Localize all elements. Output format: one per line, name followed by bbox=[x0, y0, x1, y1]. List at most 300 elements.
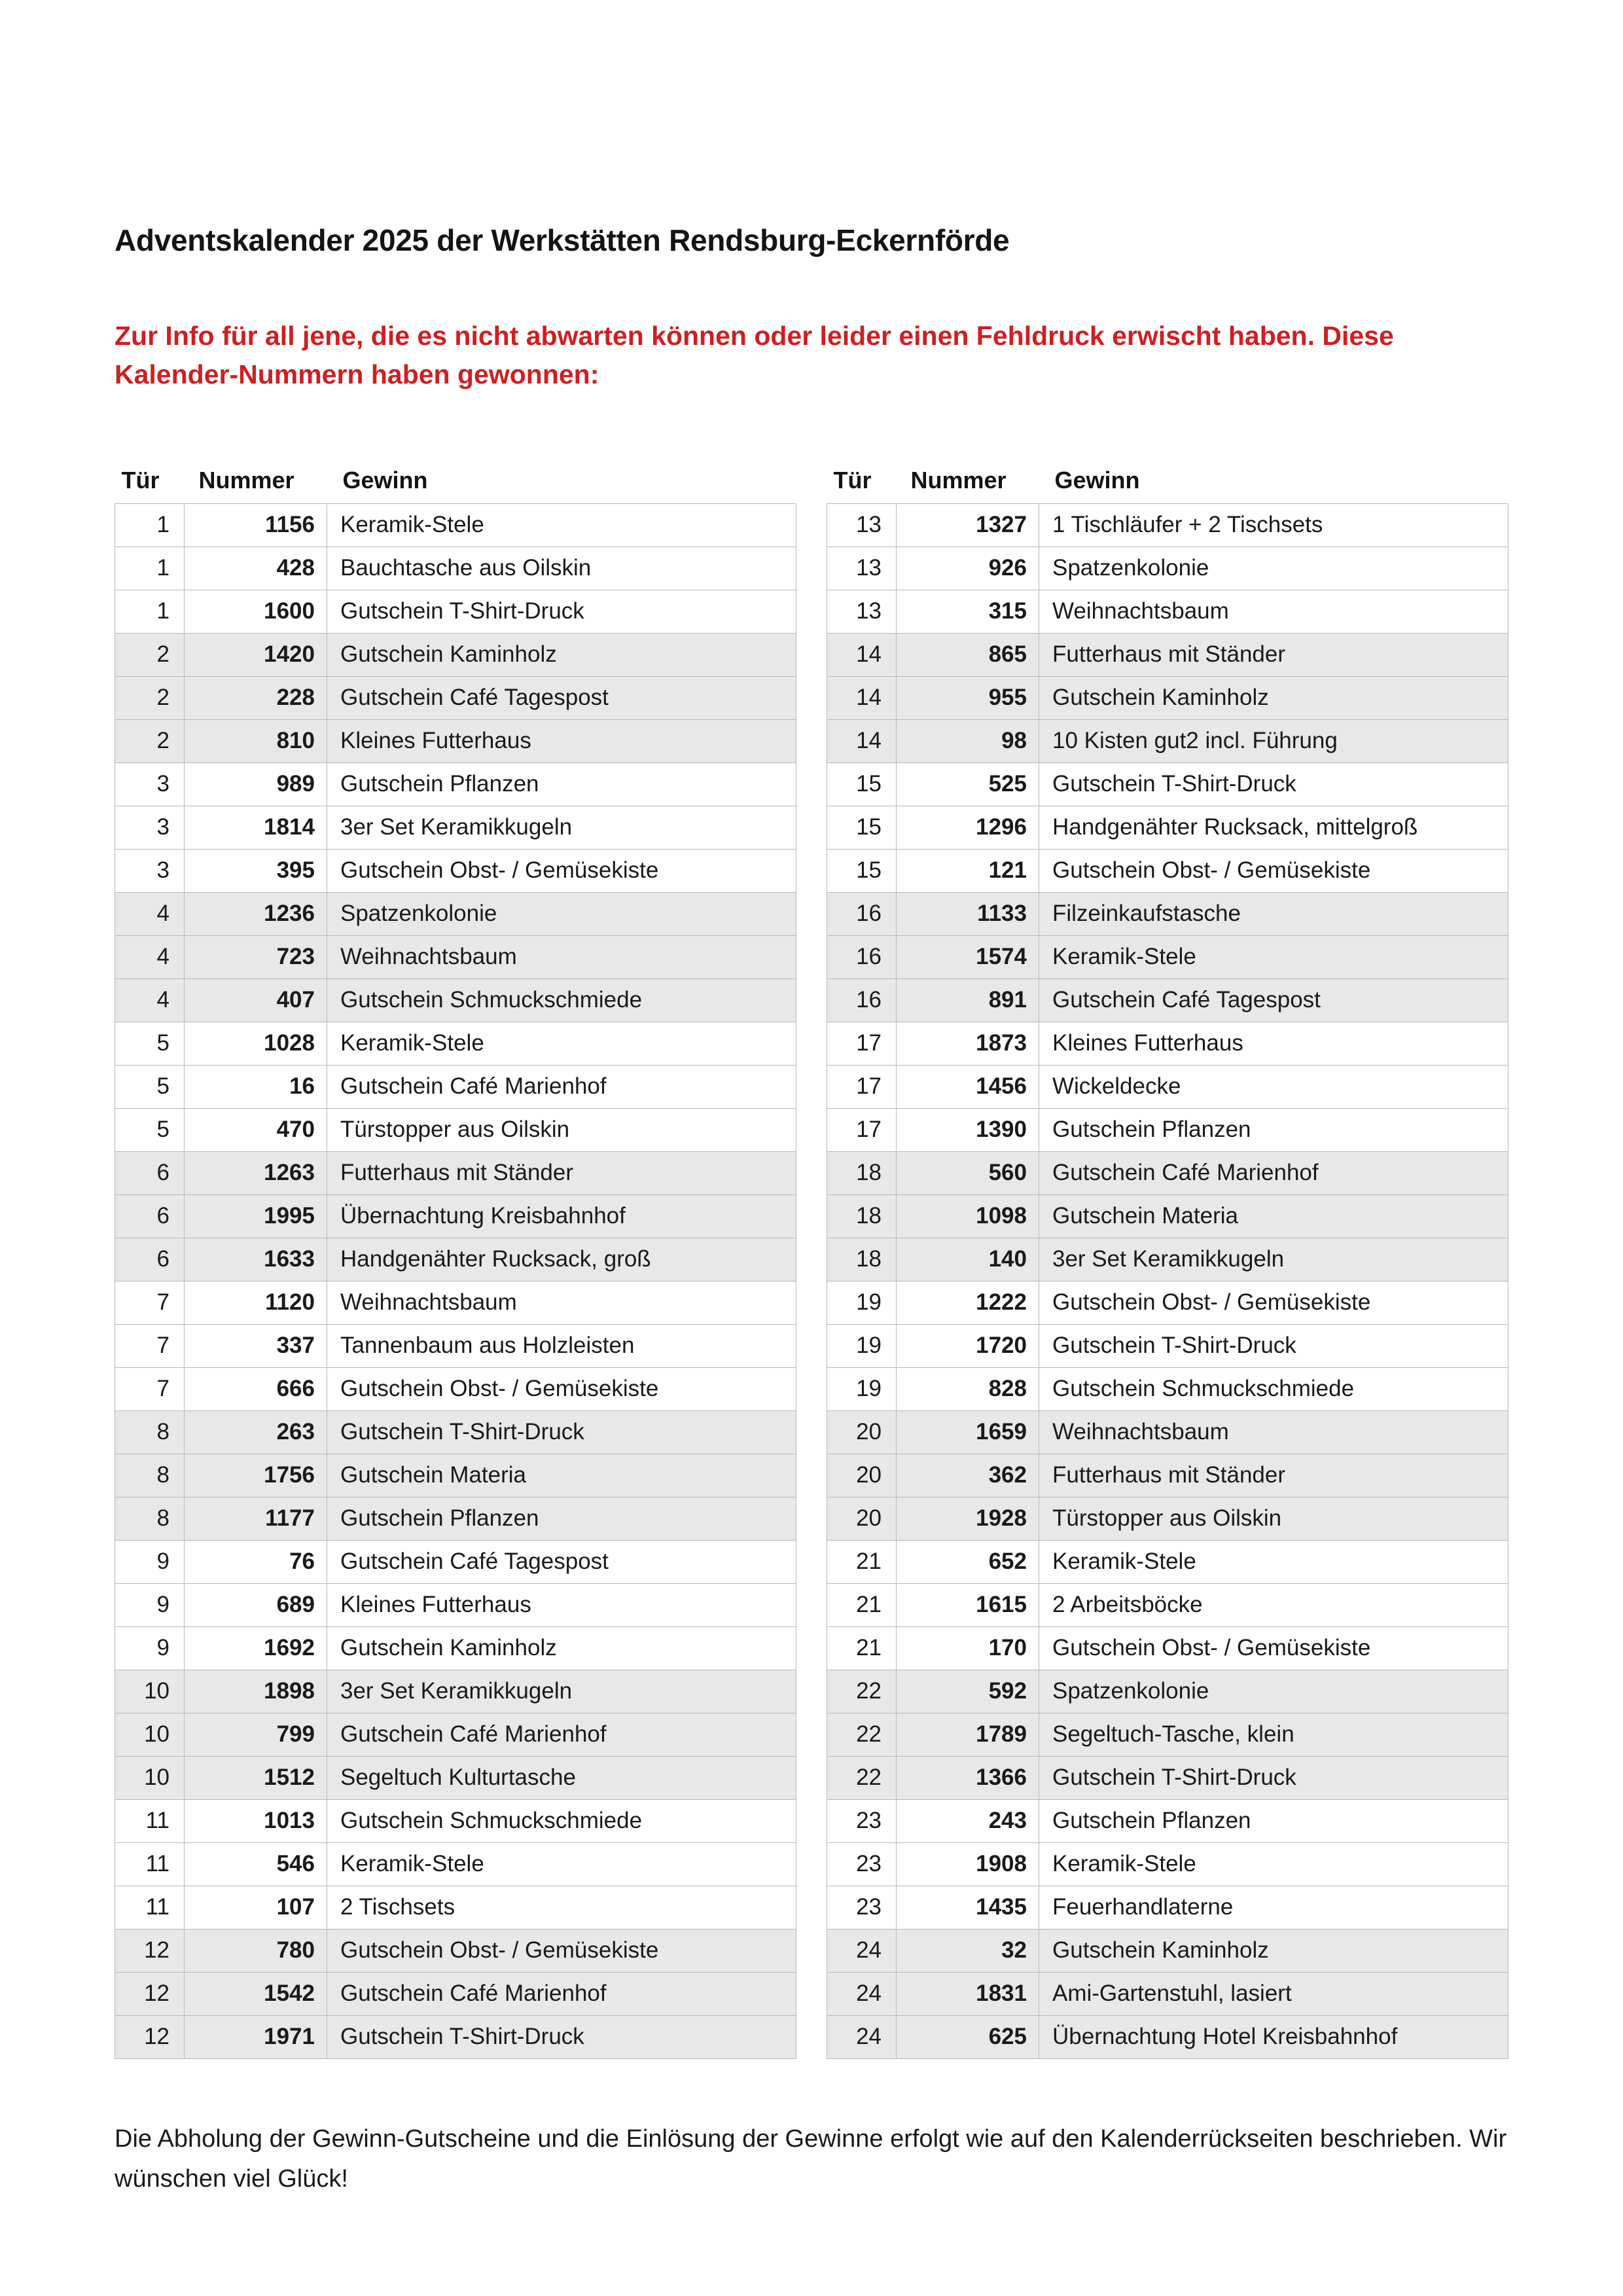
cell-nummer: 1720 bbox=[897, 1324, 1039, 1367]
cell-nummer: 140 bbox=[897, 1238, 1039, 1281]
cell-nummer: 1177 bbox=[185, 1497, 327, 1540]
cell-tuer: 21 bbox=[827, 1540, 897, 1583]
table-row bbox=[115, 1799, 796, 1842]
cell-gewinn: Gutschein Café Tagespost bbox=[1039, 978, 1508, 1022]
cell-nummer: 723 bbox=[185, 935, 327, 978]
cell-tuer: 21 bbox=[827, 1626, 897, 1670]
cell-tuer: 24 bbox=[827, 2015, 897, 2058]
cell-tuer: 18 bbox=[827, 1238, 897, 1281]
cell-tuer: 20 bbox=[827, 1497, 897, 1540]
cell-tuer: 20 bbox=[827, 1410, 897, 1454]
cell-tuer: 10 bbox=[115, 1670, 185, 1713]
table-row bbox=[115, 547, 796, 590]
cell-tuer: 23 bbox=[827, 1842, 897, 1886]
cell-gewinn: Türstopper aus Oilskin bbox=[1039, 1497, 1508, 1540]
cell-tuer: 24 bbox=[827, 1972, 897, 2015]
table-row bbox=[115, 1756, 796, 1799]
cell-nummer: 76 bbox=[185, 1540, 327, 1583]
table-row bbox=[827, 806, 1508, 849]
cell-gewinn: Gutschein Café Tagespost bbox=[327, 676, 796, 719]
cell-gewinn: Kleines Futterhaus bbox=[327, 1583, 796, 1626]
cell-nummer: 337 bbox=[185, 1324, 327, 1367]
cell-nummer: 1789 bbox=[897, 1713, 1039, 1756]
table-row bbox=[115, 590, 796, 633]
cell-gewinn: Bauchtasche aus Oilskin bbox=[327, 547, 796, 590]
cell-nummer: 560 bbox=[897, 1151, 1039, 1194]
cell-tuer: 7 bbox=[115, 1367, 185, 1410]
table-row bbox=[115, 1281, 796, 1324]
table-row bbox=[115, 1713, 796, 1756]
cell-gewinn: Gutschein T-Shirt-Druck bbox=[1039, 1324, 1508, 1367]
table-row bbox=[827, 1972, 1508, 2015]
cell-tuer: 12 bbox=[115, 1929, 185, 1972]
cell-nummer: 1013 bbox=[185, 1799, 327, 1842]
cell-nummer: 1366 bbox=[897, 1756, 1039, 1799]
cell-nummer: 1456 bbox=[897, 1065, 1039, 1108]
cell-gewinn: 3er Set Keramikkugeln bbox=[327, 1670, 796, 1713]
cell-nummer: 546 bbox=[185, 1842, 327, 1886]
cell-gewinn: Gutschein Obst- / Gemüsekiste bbox=[1039, 849, 1508, 892]
table-row bbox=[115, 935, 796, 978]
table-row bbox=[115, 1497, 796, 1540]
cell-tuer: 18 bbox=[827, 1194, 897, 1238]
cell-nummer: 1296 bbox=[897, 806, 1039, 849]
cell-gewinn: Keramik-Stele bbox=[327, 1022, 796, 1065]
table-row bbox=[827, 2015, 1508, 2058]
cell-tuer: 10 bbox=[115, 1713, 185, 1756]
table-row bbox=[115, 1929, 796, 1972]
cell-nummer: 1600 bbox=[185, 590, 327, 633]
cell-gewinn: Weihnachtsbaum bbox=[327, 1281, 796, 1324]
cell-nummer: 891 bbox=[897, 978, 1039, 1022]
table-row bbox=[827, 1194, 1508, 1238]
table-row bbox=[827, 1713, 1508, 1756]
table-row bbox=[827, 1842, 1508, 1886]
cell-nummer: 16 bbox=[185, 1065, 327, 1108]
cell-gewinn: Spatzenkolonie bbox=[327, 892, 796, 935]
cell-gewinn: Handgenähter Rucksack, mittelgroß bbox=[1039, 806, 1508, 849]
cell-nummer: 989 bbox=[185, 762, 327, 806]
cell-tuer: 19 bbox=[827, 1324, 897, 1367]
table-row bbox=[115, 762, 796, 806]
table-header-left bbox=[115, 467, 796, 504]
cell-tuer: 8 bbox=[115, 1454, 185, 1497]
table-row bbox=[827, 1151, 1508, 1194]
cell-tuer: 8 bbox=[115, 1497, 185, 1540]
cell-tuer: 12 bbox=[115, 2015, 185, 2058]
cell-tuer: 20 bbox=[827, 1454, 897, 1497]
cell-nummer: 263 bbox=[185, 1410, 327, 1454]
cell-tuer: 18 bbox=[827, 1151, 897, 1194]
cell-gewinn: Futterhaus mit Ständer bbox=[1039, 633, 1508, 676]
table-row bbox=[115, 1108, 796, 1151]
cell-nummer: 1098 bbox=[897, 1194, 1039, 1238]
cell-nummer: 1236 bbox=[185, 892, 327, 935]
cell-tuer: 17 bbox=[827, 1108, 897, 1151]
table-row bbox=[115, 1410, 796, 1454]
cell-nummer: 1327 bbox=[897, 503, 1039, 547]
cell-gewinn: Futterhaus mit Ständer bbox=[327, 1151, 796, 1194]
cell-tuer: 3 bbox=[115, 762, 185, 806]
cell-gewinn: Gutschein Pflanzen bbox=[327, 1497, 796, 1540]
table-row bbox=[115, 1238, 796, 1281]
cell-nummer: 1995 bbox=[185, 1194, 327, 1238]
table-row bbox=[827, 1410, 1508, 1454]
cell-tuer: 2 bbox=[115, 633, 185, 676]
cell-gewinn: Spatzenkolonie bbox=[1039, 1670, 1508, 1713]
cell-gewinn: Übernachtung Hotel Kreisbahnhof bbox=[1039, 2015, 1508, 2058]
intro-paragraph: Zur Info für all jene, die es nicht abwarten können oder leider einen Fehldruck erwischt haben. Diese Kalender-Nummern haben gewonnen: bbox=[115, 321, 1394, 390]
cell-nummer: 780 bbox=[185, 1929, 327, 1972]
cell-gewinn: Gutschein Obst- / Gemüsekiste bbox=[327, 1367, 796, 1410]
table-row bbox=[115, 1367, 796, 1410]
cell-gewinn: Gutschein Pflanzen bbox=[1039, 1799, 1508, 1842]
table-row bbox=[115, 1583, 796, 1626]
cell-tuer: 1 bbox=[115, 590, 185, 633]
cell-tuer: 5 bbox=[115, 1022, 185, 1065]
cell-gewinn: Gutschein Café Marienhof bbox=[327, 1713, 796, 1756]
cell-tuer: 23 bbox=[827, 1886, 897, 1929]
table-row bbox=[827, 590, 1508, 633]
cell-tuer: 5 bbox=[115, 1065, 185, 1108]
cell-tuer: 22 bbox=[827, 1713, 897, 1756]
cell-tuer: 3 bbox=[115, 849, 185, 892]
table-row bbox=[827, 1497, 1508, 1540]
cell-gewinn: Keramik-Stele bbox=[327, 503, 796, 547]
cell-nummer: 955 bbox=[897, 676, 1039, 719]
table-row bbox=[115, 1626, 796, 1670]
cell-gewinn: 2 Arbeitsböcke bbox=[1039, 1583, 1508, 1626]
cell-tuer: 23 bbox=[827, 1799, 897, 1842]
cell-tuer: 8 bbox=[115, 1410, 185, 1454]
table-row bbox=[115, 1194, 796, 1238]
cell-tuer: 2 bbox=[115, 719, 185, 762]
table-row bbox=[115, 1842, 796, 1886]
table-row bbox=[115, 1151, 796, 1194]
cell-tuer: 1 bbox=[115, 547, 185, 590]
table-row bbox=[827, 1799, 1508, 1842]
cell-tuer: 15 bbox=[827, 806, 897, 849]
table-row bbox=[827, 676, 1508, 719]
cell-gewinn: Gutschein Café Marienhof bbox=[327, 1065, 796, 1108]
cell-nummer: 1814 bbox=[185, 806, 327, 849]
cell-gewinn: Wickeldecke bbox=[1039, 1065, 1508, 1108]
cell-nummer: 799 bbox=[185, 1713, 327, 1756]
cell-nummer: 1574 bbox=[897, 935, 1039, 978]
table-row bbox=[827, 935, 1508, 978]
cell-gewinn: Gutschein Pflanzen bbox=[1039, 1108, 1508, 1151]
cell-tuer: 4 bbox=[115, 935, 185, 978]
cell-gewinn: Kleines Futterhaus bbox=[1039, 1022, 1508, 1065]
cell-gewinn: Handgenähter Rucksack, groß bbox=[327, 1238, 796, 1281]
table-row bbox=[115, 1670, 796, 1713]
table-row bbox=[827, 1108, 1508, 1151]
cell-gewinn: Gutschein Materia bbox=[327, 1454, 796, 1497]
cell-tuer: 16 bbox=[827, 892, 897, 935]
cell-tuer: 9 bbox=[115, 1540, 185, 1583]
cell-gewinn: Gutschein Obst- / Gemüsekiste bbox=[1039, 1281, 1508, 1324]
winners-table-left bbox=[115, 467, 796, 2059]
table-row bbox=[115, 892, 796, 935]
cell-gewinn: 2 Tischsets bbox=[327, 1886, 796, 1929]
cell-nummer: 315 bbox=[897, 590, 1039, 633]
winning-numbers-tables bbox=[115, 467, 1508, 2059]
cell-gewinn: Gutschein Kaminholz bbox=[1039, 1929, 1508, 1972]
cell-nummer: 395 bbox=[185, 849, 327, 892]
cell-gewinn: Gutschein T-Shirt-Druck bbox=[327, 1410, 796, 1454]
table-row bbox=[115, 1022, 796, 1065]
cell-nummer: 228 bbox=[185, 676, 327, 719]
cell-tuer: 6 bbox=[115, 1194, 185, 1238]
cell-nummer: 170 bbox=[897, 1626, 1039, 1670]
cell-gewinn: Keramik-Stele bbox=[1039, 935, 1508, 978]
table-row bbox=[827, 547, 1508, 590]
table-row bbox=[115, 1454, 796, 1497]
table-row bbox=[827, 1756, 1508, 1799]
table-row bbox=[115, 676, 796, 719]
cell-gewinn: Segeltuch-Tasche, klein bbox=[1039, 1713, 1508, 1756]
cell-tuer: 17 bbox=[827, 1022, 897, 1065]
cell-gewinn: Übernachtung Kreisbahnhof bbox=[327, 1194, 796, 1238]
cell-gewinn: Tannenbaum aus Holzleisten bbox=[327, 1324, 796, 1367]
cell-nummer: 1659 bbox=[897, 1410, 1039, 1454]
table-row bbox=[115, 1324, 796, 1367]
cell-nummer: 1420 bbox=[185, 633, 327, 676]
header-nummer: Nummer bbox=[910, 466, 1007, 493]
cell-nummer: 1222 bbox=[897, 1281, 1039, 1324]
cell-nummer: 1908 bbox=[897, 1842, 1039, 1886]
cell-gewinn: Filzeinkaufstasche bbox=[1039, 892, 1508, 935]
table-row bbox=[115, 719, 796, 762]
table-row bbox=[827, 1324, 1508, 1367]
cell-tuer: 13 bbox=[827, 590, 897, 633]
cell-gewinn: Gutschein Schmuckschmiede bbox=[327, 978, 796, 1022]
cell-gewinn: 10 Kisten gut2 incl. Führung bbox=[1039, 719, 1508, 762]
cell-tuer: 3 bbox=[115, 806, 185, 849]
cell-tuer: 19 bbox=[827, 1367, 897, 1410]
cell-tuer: 14 bbox=[827, 719, 897, 762]
cell-nummer: 1898 bbox=[185, 1670, 327, 1713]
table-header-right bbox=[827, 467, 1508, 504]
table-row bbox=[115, 2015, 796, 2058]
header-nummer: Nummer bbox=[198, 466, 294, 493]
table-row bbox=[115, 806, 796, 849]
cell-gewinn: Gutschein Kaminholz bbox=[327, 1626, 796, 1670]
cell-nummer: 243 bbox=[897, 1799, 1039, 1842]
cell-tuer: 7 bbox=[115, 1324, 185, 1367]
table-row bbox=[827, 1065, 1508, 1108]
cell-tuer: 9 bbox=[115, 1583, 185, 1626]
cell-nummer: 1692 bbox=[185, 1626, 327, 1670]
page-title: Adventskalender 2025 der Werkstätten Rendsburg-Eckernförde bbox=[115, 223, 1010, 257]
cell-gewinn: Weihnachtsbaum bbox=[327, 935, 796, 978]
cell-gewinn: Gutschein Obst- / Gemüsekiste bbox=[327, 849, 796, 892]
table-row bbox=[827, 978, 1508, 1022]
table-row bbox=[827, 1929, 1508, 1972]
cell-tuer: 16 bbox=[827, 978, 897, 1022]
cell-nummer: 1390 bbox=[897, 1108, 1039, 1151]
cell-gewinn: Feuerhandlaterne bbox=[1039, 1886, 1508, 1929]
cell-tuer: 4 bbox=[115, 892, 185, 935]
table-row bbox=[827, 892, 1508, 935]
cell-nummer: 1263 bbox=[185, 1151, 327, 1194]
cell-tuer: 7 bbox=[115, 1281, 185, 1324]
winners-table-right bbox=[827, 467, 1508, 2059]
cell-nummer: 1633 bbox=[185, 1238, 327, 1281]
cell-tuer: 14 bbox=[827, 633, 897, 676]
cell-nummer: 1435 bbox=[897, 1886, 1039, 1929]
cell-nummer: 592 bbox=[897, 1670, 1039, 1713]
table-row bbox=[827, 849, 1508, 892]
cell-nummer: 362 bbox=[897, 1454, 1039, 1497]
footer-note: Die Abholung der Gewinn-Gutscheine und die Einlösung der Gewinne erfolgt wie auf den Kalenderrückseiten beschrieben. Wir wünschen viel Glück! bbox=[115, 2125, 1507, 2193]
table-row bbox=[827, 1454, 1508, 1497]
table-body-left bbox=[115, 503, 796, 2058]
cell-nummer: 1928 bbox=[897, 1497, 1039, 1540]
cell-tuer: 19 bbox=[827, 1281, 897, 1324]
table-body-right bbox=[827, 503, 1508, 2058]
cell-tuer: 11 bbox=[115, 1886, 185, 1929]
table-row bbox=[115, 633, 796, 676]
cell-tuer: 11 bbox=[115, 1842, 185, 1886]
cell-tuer: 21 bbox=[827, 1583, 897, 1626]
cell-tuer: 13 bbox=[827, 503, 897, 547]
table-row bbox=[827, 1886, 1508, 1929]
cell-gewinn: Gutschein Café Marienhof bbox=[1039, 1151, 1508, 1194]
cell-gewinn: Gutschein Kaminholz bbox=[327, 633, 796, 676]
cell-nummer: 1831 bbox=[897, 1972, 1039, 2015]
cell-tuer: 6 bbox=[115, 1151, 185, 1194]
cell-gewinn: Türstopper aus Oilskin bbox=[327, 1108, 796, 1151]
table-row bbox=[115, 1972, 796, 2015]
table-row bbox=[115, 849, 796, 892]
cell-nummer: 689 bbox=[185, 1583, 327, 1626]
cell-tuer: 22 bbox=[827, 1756, 897, 1799]
table-row bbox=[827, 503, 1508, 547]
cell-nummer: 810 bbox=[185, 719, 327, 762]
cell-gewinn: Gutschein Café Marienhof bbox=[327, 1972, 796, 2015]
table-row bbox=[115, 503, 796, 547]
header-gewinn: Gewinn bbox=[1054, 466, 1140, 493]
cell-tuer: 16 bbox=[827, 935, 897, 978]
table-row bbox=[827, 1626, 1508, 1670]
cell-gewinn: Gutschein Obst- / Gemüsekiste bbox=[327, 1929, 796, 1972]
cell-nummer: 470 bbox=[185, 1108, 327, 1151]
cell-gewinn: Segeltuch Kulturtasche bbox=[327, 1756, 796, 1799]
table-header-row bbox=[115, 467, 796, 504]
cell-nummer: 652 bbox=[897, 1540, 1039, 1583]
cell-gewinn: Gutschein Materia bbox=[1039, 1194, 1508, 1238]
cell-nummer: 1512 bbox=[185, 1756, 327, 1799]
table-row bbox=[827, 1238, 1508, 1281]
header-tuer: Tür bbox=[833, 466, 872, 493]
cell-nummer: 1156 bbox=[185, 503, 327, 547]
cell-gewinn: Spatzenkolonie bbox=[1039, 547, 1508, 590]
cell-tuer: 13 bbox=[827, 547, 897, 590]
table-block-right bbox=[827, 467, 1508, 2059]
cell-tuer: 12 bbox=[115, 1972, 185, 2015]
cell-nummer: 828 bbox=[897, 1367, 1039, 1410]
cell-gewinn: Gutschein T-Shirt-Druck bbox=[1039, 762, 1508, 806]
table-row bbox=[115, 978, 796, 1022]
table-row bbox=[115, 1540, 796, 1583]
table-row bbox=[827, 719, 1508, 762]
cell-gewinn: Gutschein Kaminholz bbox=[1039, 676, 1508, 719]
cell-tuer: 15 bbox=[827, 762, 897, 806]
cell-nummer: 1615 bbox=[897, 1583, 1039, 1626]
header-gewinn: Gewinn bbox=[342, 466, 428, 493]
table-row bbox=[827, 1367, 1508, 1410]
cell-tuer: 24 bbox=[827, 1929, 897, 1972]
cell-gewinn: Weihnachtsbaum bbox=[1039, 590, 1508, 633]
cell-gewinn: Weihnachtsbaum bbox=[1039, 1410, 1508, 1454]
cell-nummer: 625 bbox=[897, 2015, 1039, 2058]
header-tuer: Tür bbox=[121, 466, 160, 493]
cell-nummer: 121 bbox=[897, 849, 1039, 892]
cell-nummer: 1756 bbox=[185, 1454, 327, 1497]
cell-nummer: 428 bbox=[185, 547, 327, 590]
cell-gewinn: Gutschein Schmuckschmiede bbox=[1039, 1367, 1508, 1410]
cell-nummer: 1133 bbox=[897, 892, 1039, 935]
cell-nummer: 926 bbox=[897, 547, 1039, 590]
cell-tuer: 11 bbox=[115, 1799, 185, 1842]
cell-gewinn: 3er Set Keramikkugeln bbox=[327, 806, 796, 849]
cell-nummer: 107 bbox=[185, 1886, 327, 1929]
cell-gewinn: Ami-Gartenstuhl, lasiert bbox=[1039, 1972, 1508, 2015]
cell-nummer: 666 bbox=[185, 1367, 327, 1410]
cell-gewinn: Gutschein T-Shirt-Druck bbox=[1039, 1756, 1508, 1799]
table-row bbox=[827, 1540, 1508, 1583]
cell-gewinn: Gutschein T-Shirt-Druck bbox=[327, 2015, 796, 2058]
table-row bbox=[827, 633, 1508, 676]
cell-nummer: 1120 bbox=[185, 1281, 327, 1324]
cell-gewinn: 3er Set Keramikkugeln bbox=[1039, 1238, 1508, 1281]
cell-nummer: 1542 bbox=[185, 1972, 327, 2015]
cell-nummer: 865 bbox=[897, 633, 1039, 676]
table-row bbox=[827, 1281, 1508, 1324]
cell-gewinn: Keramik-Stele bbox=[1039, 1540, 1508, 1583]
cell-gewinn: 1 Tischläufer + 2 Tischsets bbox=[1039, 503, 1508, 547]
cell-nummer: 525 bbox=[897, 762, 1039, 806]
cell-tuer: 17 bbox=[827, 1065, 897, 1108]
cell-gewinn: Futterhaus mit Ständer bbox=[1039, 1454, 1508, 1497]
cell-tuer: 6 bbox=[115, 1238, 185, 1281]
cell-nummer: 1873 bbox=[897, 1022, 1039, 1065]
table-row bbox=[827, 1022, 1508, 1065]
table-row bbox=[827, 762, 1508, 806]
cell-tuer: 4 bbox=[115, 978, 185, 1022]
table-row bbox=[827, 1583, 1508, 1626]
cell-gewinn: Keramik-Stele bbox=[1039, 1842, 1508, 1886]
cell-gewinn: Gutschein Obst- / Gemüsekiste bbox=[1039, 1626, 1508, 1670]
table-row bbox=[827, 1670, 1508, 1713]
cell-nummer: 407 bbox=[185, 978, 327, 1022]
cell-tuer: 15 bbox=[827, 849, 897, 892]
cell-tuer: 9 bbox=[115, 1626, 185, 1670]
cell-gewinn: Keramik-Stele bbox=[327, 1842, 796, 1886]
cell-tuer: 2 bbox=[115, 676, 185, 719]
cell-gewinn: Gutschein Café Tagespost bbox=[327, 1540, 796, 1583]
cell-nummer: 98 bbox=[897, 719, 1039, 762]
cell-tuer: 5 bbox=[115, 1108, 185, 1151]
cell-tuer: 1 bbox=[115, 503, 185, 547]
table-header-row bbox=[827, 467, 1508, 504]
cell-tuer: 10 bbox=[115, 1756, 185, 1799]
table-row bbox=[115, 1065, 796, 1108]
cell-nummer: 1971 bbox=[185, 2015, 327, 2058]
table-row bbox=[115, 1886, 796, 1929]
cell-gewinn: Gutschein Pflanzen bbox=[327, 762, 796, 806]
